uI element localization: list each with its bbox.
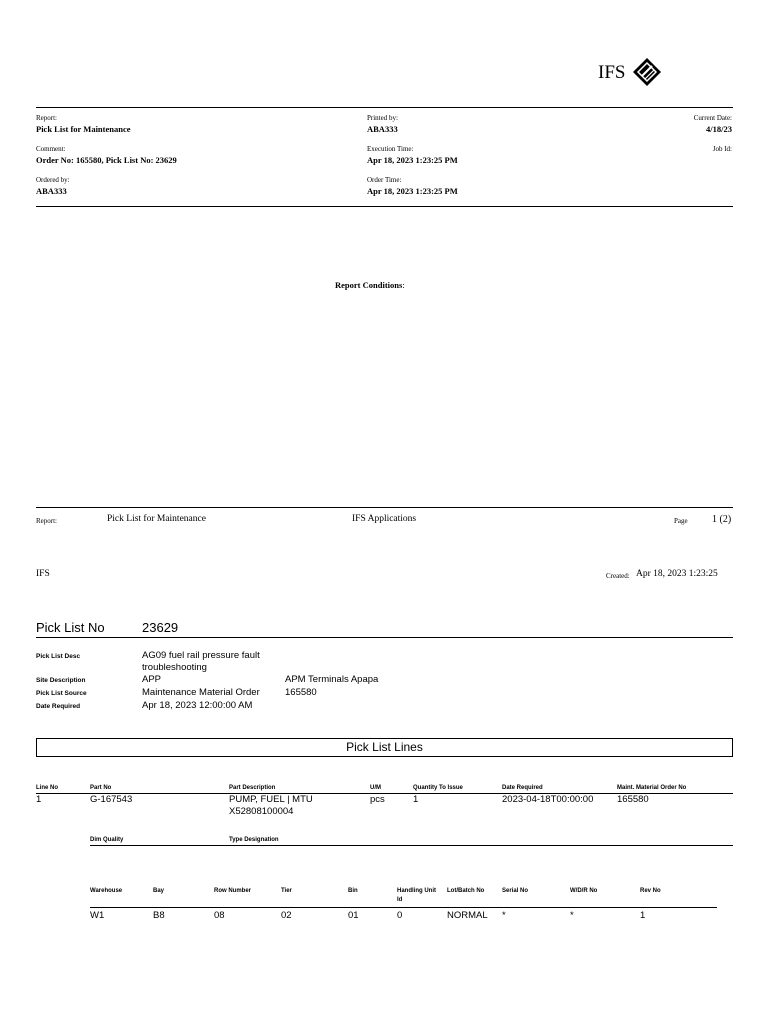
loc-handling-unit: 0 <box>397 910 403 921</box>
col-handling-unit-line1: Handling Unit <box>397 888 436 894</box>
site-description-label: Site Description <box>36 677 86 684</box>
order-time-label: Order Time: <box>367 176 402 184</box>
loc-bin: 01 <box>348 910 359 921</box>
loc-tier: 02 <box>281 910 292 921</box>
ifs-logo-icon <box>632 57 662 87</box>
current-date-label: Current Date: <box>693 114 732 122</box>
header-bottom-rule <box>36 206 733 207</box>
pick-list-desc-line2: troubleshooting <box>142 662 207 673</box>
printed-by-label: Printed by: <box>367 114 398 122</box>
page-number: 1 (2) <box>712 514 732 525</box>
comment-label: Comment: <box>36 145 66 153</box>
order-time-value: Apr 18, 2023 1:23:25 PM <box>367 186 458 196</box>
date-required-label: Date Required <box>36 703 81 710</box>
page-report-label: Report: <box>36 517 57 525</box>
printed-by-value: ABA333 <box>367 124 398 134</box>
col-row-number: Row Number <box>214 888 252 894</box>
loc-rev: 1 <box>640 910 646 921</box>
col-rev-no: Rev No <box>640 888 661 894</box>
loc-bay: B8 <box>153 910 165 921</box>
pick-list-no-label: Pick List No <box>36 620 105 635</box>
col-part-description: Part Description <box>229 785 276 791</box>
row-part-desc-line1: PUMP, FUEL | MTU <box>229 794 313 805</box>
created-value: Apr 18, 2023 1:23:25 <box>636 569 718 579</box>
page-report-value: Pick List for Maintenance <box>107 514 206 524</box>
header-top-rule <box>36 107 733 108</box>
col-lot-batch-no: Lot/Batch No <box>447 888 485 894</box>
report-conditions-title <box>335 280 405 290</box>
col-type-designation: Type Designation <box>229 837 279 843</box>
loc-warehouse: W1 <box>90 910 105 921</box>
execution-time-value: Apr 18, 2023 1:23:25 PM <box>367 155 458 165</box>
col-tier: Tier <box>281 888 292 894</box>
loc-row-number: 08 <box>214 910 225 921</box>
loc-serial: * <box>502 910 506 921</box>
created-label: Created: <box>606 572 630 580</box>
col-dim-quality: Dim Quality <box>90 837 124 843</box>
row-mmo-no: 165580 <box>617 794 649 805</box>
pick-list-source-number: 165580 <box>285 687 317 698</box>
company-name: IFS <box>36 569 50 579</box>
col-date-required: Date Required <box>502 785 543 791</box>
col-line-no: Line No <box>36 785 58 791</box>
row-part-desc-line2: X52808100004 <box>229 806 294 817</box>
report-value: Pick List for Maintenance <box>36 124 131 134</box>
sub-header-rule <box>90 845 733 846</box>
pick-list-rule <box>36 637 733 638</box>
comment-value: Order No: 165580, Pick List No: 23629 <box>36 155 177 165</box>
pick-list-source-label: Pick List Source <box>36 690 87 697</box>
report-label: Report: <box>36 114 57 122</box>
col-part-no: Part No <box>90 785 112 791</box>
pick-list-lines-title: Pick List Lines <box>346 740 423 754</box>
loc-wdr: * <box>570 910 574 921</box>
pick-list-no-value: 23629 <box>142 620 179 635</box>
ordered-by-label: Ordered by: <box>36 176 70 184</box>
col-bay: Bay <box>153 888 165 894</box>
pick-list-source-value: Maintenance Material Order <box>142 687 260 698</box>
page-header-rule <box>36 507 733 508</box>
col-maint-material-order-no: Maint. Material Order No <box>617 785 687 791</box>
site-code: APP <box>142 674 162 685</box>
report-conditions-colon: : <box>402 280 405 290</box>
report-conditions-text: Report Conditions <box>335 280 403 290</box>
row-um: pcs <box>370 794 385 805</box>
row-part-no: G-167543 <box>90 794 133 805</box>
col-quantity-to-issue: Quantity To Issue <box>413 785 463 791</box>
col-wdr-no: W/D/R No <box>570 888 598 894</box>
ordered-by-value: ABA333 <box>36 186 67 196</box>
application-name: IFS Applications <box>352 514 417 524</box>
col-bin: Bin <box>348 888 358 894</box>
current-date-value: 4/18/23 <box>706 124 732 134</box>
row-line-no: 1 <box>36 794 42 805</box>
execution-time-label: Execution Time: <box>367 145 414 153</box>
page-label: Page <box>674 517 688 525</box>
col-handling-unit-line2: Id <box>397 897 403 903</box>
date-required-value: Apr 18, 2023 12:00:00 AM <box>142 700 253 711</box>
pick-list-lines-box <box>36 738 733 757</box>
row-qty: 1 <box>413 794 419 805</box>
location-header-rule <box>90 907 717 908</box>
col-um: U/M <box>370 785 381 791</box>
site-name: APM Terminals Apapa <box>285 674 379 685</box>
col-serial-no: Serial No <box>502 888 529 894</box>
row-date-required: 2023-04-18T00:00:00 <box>502 794 594 805</box>
pick-list-desc-label: Pick List Desc <box>36 653 81 660</box>
col-warehouse: Warehouse <box>90 888 123 894</box>
job-id-label: Job Id: <box>712 145 732 153</box>
loc-lot-batch: NORMAL <box>447 910 488 921</box>
logo-text: IFS <box>598 62 626 83</box>
pick-list-desc-line1: AG09 fuel rail pressure fault <box>142 650 260 661</box>
